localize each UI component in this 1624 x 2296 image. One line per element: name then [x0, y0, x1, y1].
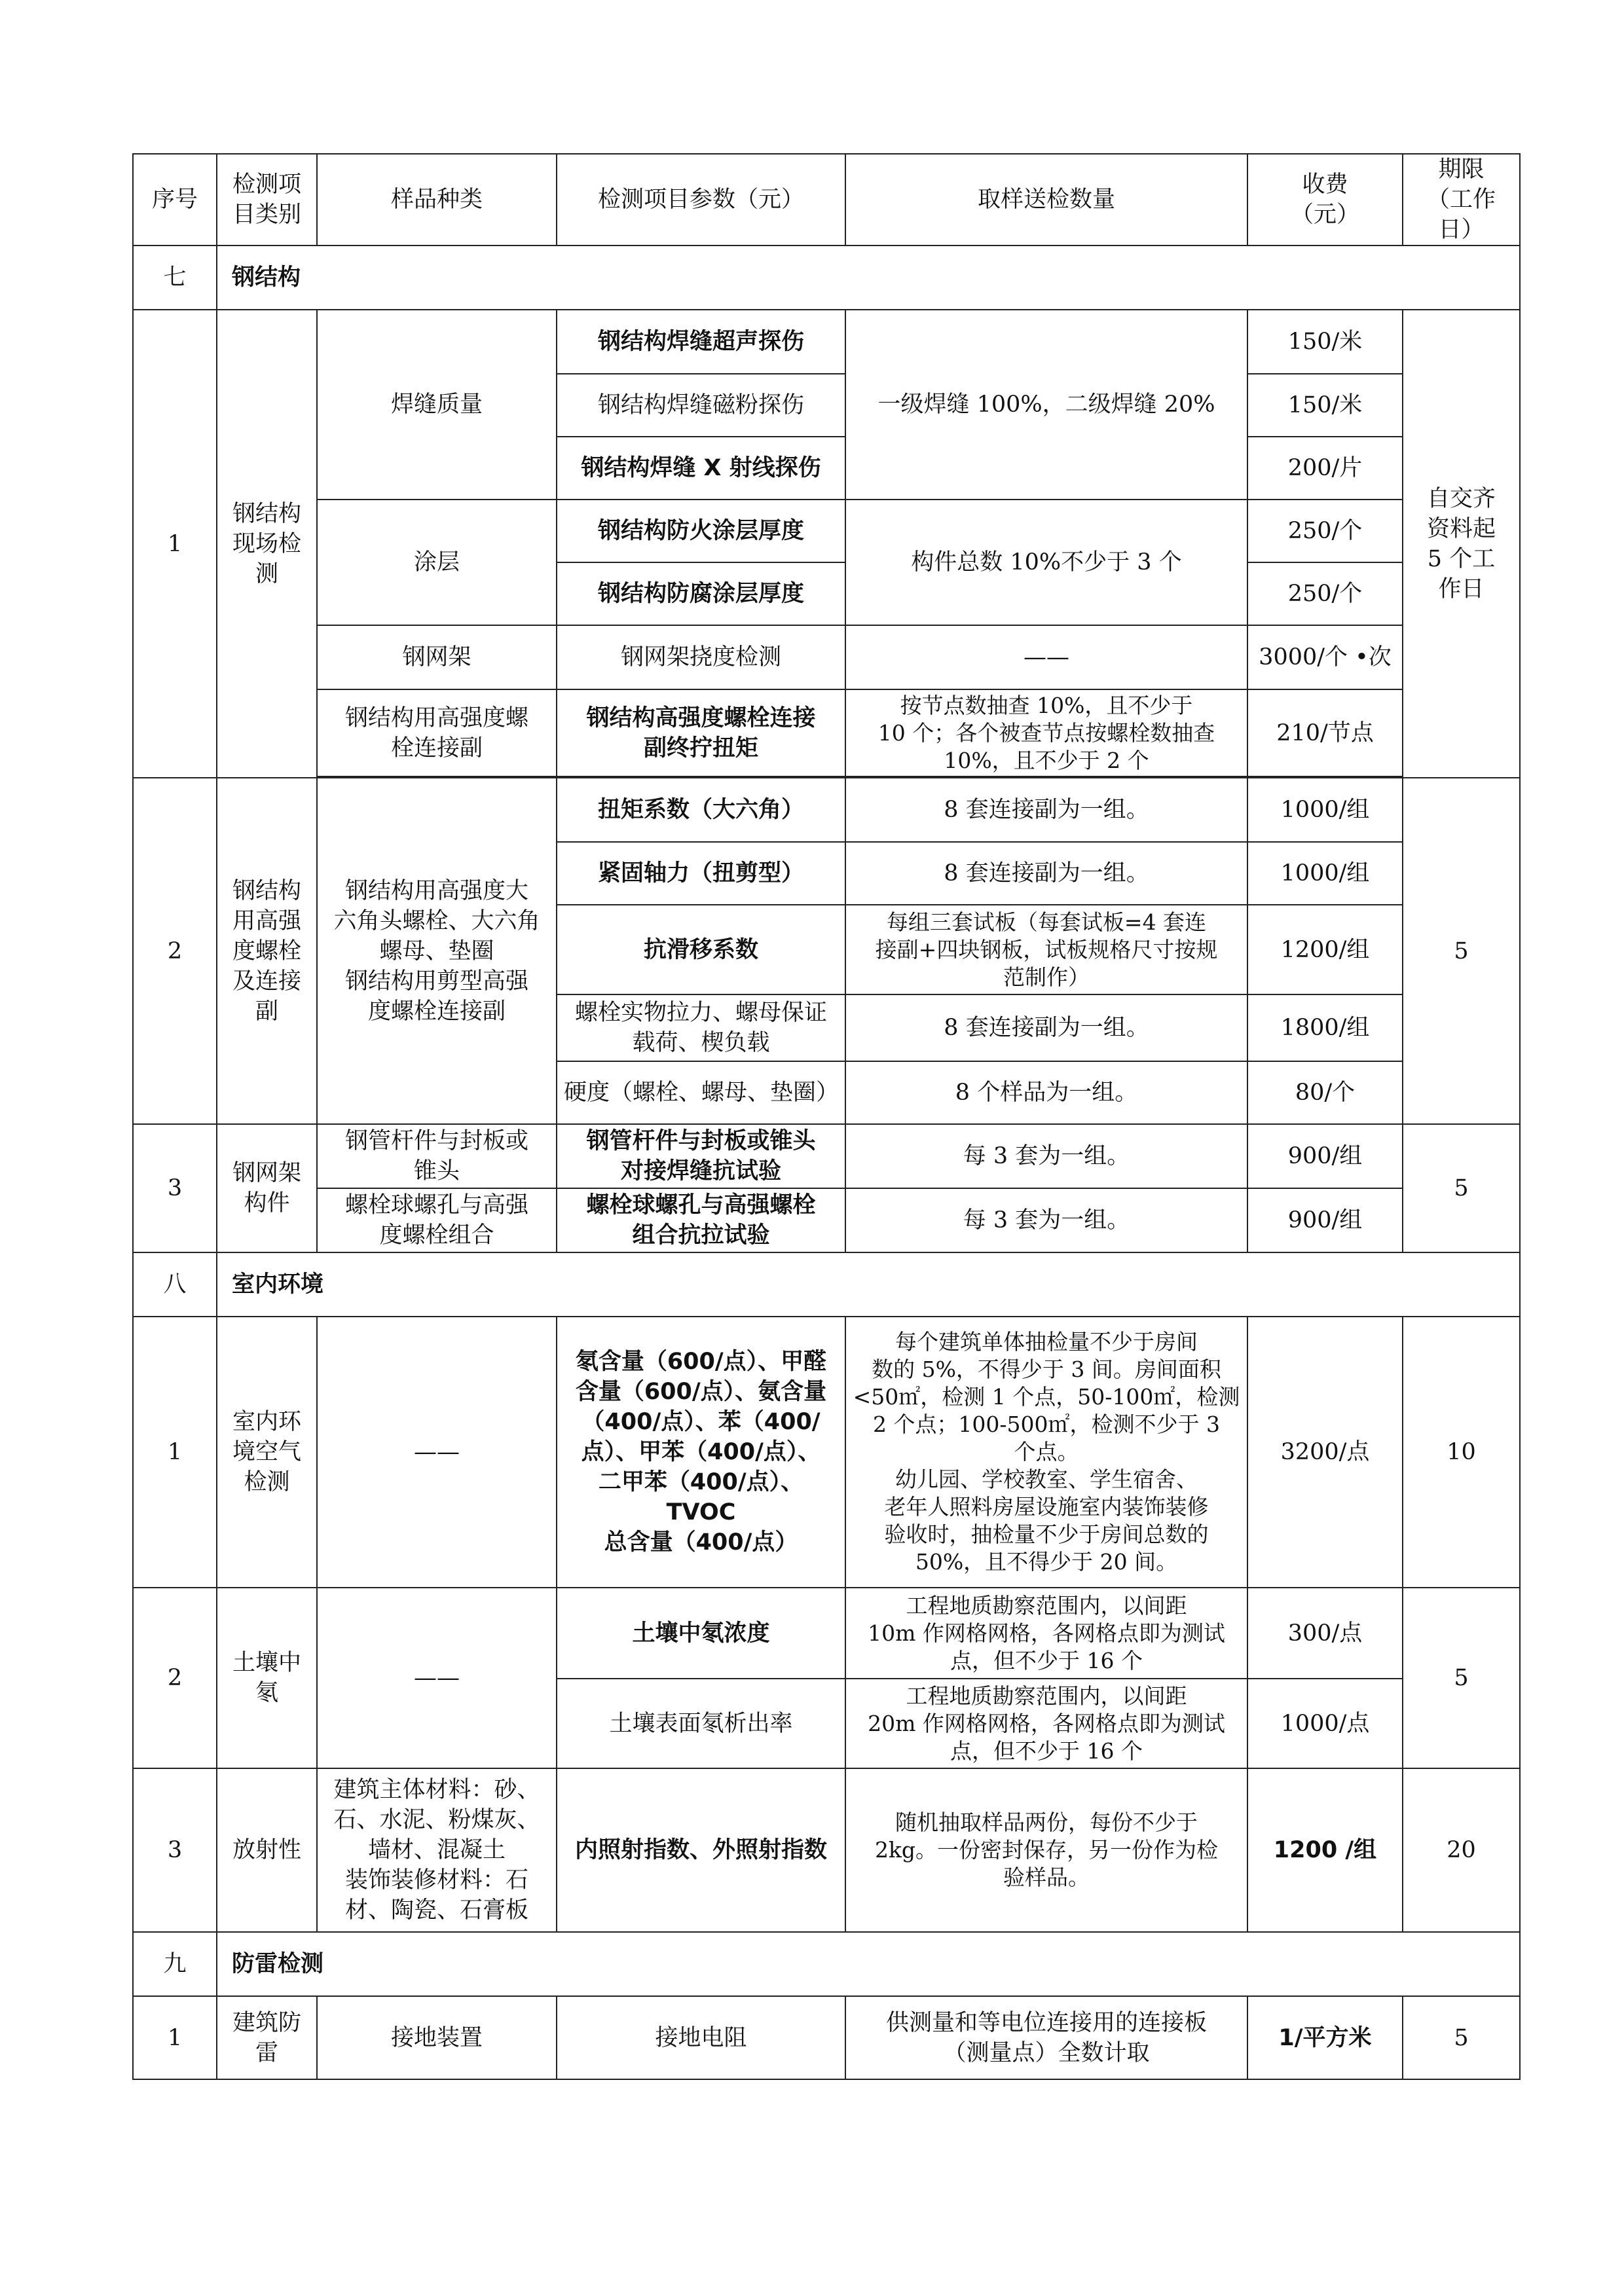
param-cell: 接地电阻: [557, 1996, 845, 2079]
header-quantity: 取样送检数量: [845, 154, 1247, 246]
category-cell: 钢结构 现场检 测: [217, 310, 317, 778]
section-title: 防雷检测: [217, 1932, 1520, 1996]
table-row: [133, 500, 1520, 562]
param-cell: 氡含量（600/点）、甲醛 含量（600/点）、氨含量 （400/点）、苯（400/ 点）、甲苯（400/点）、 二甲苯（400/点）、TVOC 总含量（400/点）: [557, 1317, 845, 1588]
param-cell: 钢管杆件与封板或锥头 对接焊缝抗试验: [557, 1124, 845, 1188]
section-row-indoor: [133, 1252, 1520, 1317]
param-cell: 抗滑移系数: [557, 905, 845, 994]
param-cell: 钢结构焊缝超声探伤: [557, 310, 845, 374]
param-cell: 钢网架挠度检测: [557, 625, 845, 689]
param-cell: 螺栓实物拉力、螺母保证 载荷、楔负载: [557, 994, 845, 1061]
quantity-cell: 8 套连接副为一组。: [845, 778, 1247, 842]
fee-cell: 1200/组: [1247, 905, 1403, 994]
sample-cell: ——: [317, 1317, 557, 1588]
quantity-cell: 工程地质勘察范围内，以间距 20m 作网格网格，各网格点即为测试 点，但不少于 16 个: [845, 1679, 1247, 1768]
fee-cell: 200/片: [1247, 437, 1403, 500]
fee-schedule-table: [132, 153, 1521, 2080]
param-cell: 钢结构防火涂层厚度: [557, 500, 845, 562]
table-row: [133, 1124, 1520, 1188]
section-title: 钢结构: [217, 246, 1520, 310]
quantity-cell: 8 套连接副为一组。: [845, 994, 1247, 1061]
quantity-cell: 每 3 套为一组。: [845, 1188, 1247, 1252]
fee-cell: 250/个: [1247, 562, 1403, 625]
fee-cell: 900/组: [1247, 1188, 1403, 1252]
section-title: 室内环境: [217, 1252, 1520, 1317]
category-cell: 放射性: [217, 1768, 317, 1932]
row-number: 3: [133, 1768, 217, 1932]
table-row: [133, 1588, 1520, 1679]
param-cell: 土壤表面氡析出率: [557, 1679, 845, 1768]
param-cell: 钢结构防腐涂层厚度: [557, 562, 845, 625]
fee-cell: 900/组: [1247, 1124, 1403, 1188]
quantity-cell: 一级焊缝 100%，二级焊缝 20%: [845, 310, 1247, 500]
fee-cell: 3000/个 •次: [1247, 625, 1403, 689]
table-row: [133, 778, 1520, 842]
quantity-cell: 随机抽取样品两份，每份不少于 2kg。一份密封保存，另一份作为检 验样品。: [845, 1768, 1247, 1932]
sample-cell: 涂层: [317, 500, 557, 625]
header-category: 检测项 目类别: [217, 154, 317, 246]
period-cell: 20: [1403, 1768, 1520, 1932]
fee-schedule-sheet: [132, 153, 1519, 2080]
quantity-cell: 8 个样品为一组。: [845, 1061, 1247, 1124]
header-no: 序号: [133, 154, 217, 246]
table-row: [133, 1188, 1520, 1252]
quantity-cell: 每个建筑单体抽检量不少于房间 数的 5%，不得少于 3 间。房间面积 <50㎡，检测 1 个点，50-100㎡，检测 2 个点；100-500㎡，检测不少于 3 个点。 幼儿园、学校教室、学生宿舍、 老年人照料房屋设施室内装饰装修 验收时，抽检量不少于房间总数的 50%，且不得少于 20 间。: [845, 1317, 1247, 1588]
param-cell: 紧固轴力（扭剪型）: [557, 842, 845, 905]
fee-cell: 1000/组: [1247, 778, 1403, 842]
row-number: 1: [133, 1996, 217, 2079]
param-cell: 钢结构焊缝 X 射线探伤: [557, 437, 845, 500]
quantity-cell: 按节点数抽查 10%，且不少于 10 个；各个被查节点按螺栓数抽查 10%，且不少于 2 个: [845, 689, 1247, 776]
section-row-lightning: [133, 1932, 1520, 1996]
table-header-row: [133, 154, 1520, 246]
period-cell: 10: [1403, 1317, 1520, 1588]
param-cell: 扭矩系数（大六角）: [557, 778, 845, 842]
fee-cell: 150/米: [1247, 374, 1403, 437]
sample-cell: 钢结构用高强度螺 栓连接副: [317, 689, 557, 776]
fee-cell: 250/个: [1247, 500, 1403, 562]
fee-cell: 150/米: [1247, 310, 1403, 374]
sample-cell: 钢网架: [317, 625, 557, 689]
period-cell: 5: [1403, 1588, 1520, 1768]
param-cell: 钢结构高强度螺栓连接 副终拧扭矩: [557, 689, 845, 776]
period-cell: 5: [1403, 778, 1520, 1124]
category-cell: 钢网架 构件: [217, 1124, 317, 1252]
sample-cell: ——: [317, 1588, 557, 1768]
fee-cell: 1/平方米: [1247, 1996, 1403, 2079]
row-number: 3: [133, 1124, 217, 1252]
table-row: [133, 310, 1520, 374]
quantity-cell: 工程地质勘察范围内，以间距 10m 作网格网格，各网格点即为测试 点，但不少于 16 个: [845, 1588, 1247, 1679]
param-cell: 螺栓球螺孔与高强螺栓 组合抗拉试验: [557, 1188, 845, 1252]
quantity-cell: 构件总数 10%不少于 3 个: [845, 500, 1247, 625]
category-cell: 室内环 境空气 检测: [217, 1317, 317, 1588]
fee-cell: 80/个: [1247, 1061, 1403, 1124]
quantity-cell: 每 3 套为一组。: [845, 1124, 1247, 1188]
table-row: [133, 1996, 1520, 2079]
param-cell: 钢结构焊缝磁粉探伤: [557, 374, 845, 437]
fee-cell: 1000/点: [1247, 1679, 1403, 1768]
sample-cell: 建筑主体材料：砂、 石、水泥、粉煤灰、 墙材、混凝土 装饰装修材料：石 材、陶瓷、石膏板: [317, 1768, 557, 1932]
quantity-cell: 每组三套试板（每套试板=4 套连 接副+四块钢板，试板规格尺寸按规 范制作）: [845, 905, 1247, 994]
sample-cell: 螺栓球螺孔与高强 度螺栓组合: [317, 1188, 557, 1252]
fee-cell: 300/点: [1247, 1588, 1403, 1679]
table-row: [133, 625, 1520, 689]
param-cell: 硬度（螺栓、螺母、垫圈）: [557, 1061, 845, 1124]
period-cell: 自交齐 资料起 5 个工 作日: [1403, 310, 1520, 778]
table-row: [133, 689, 1520, 776]
sample-cell: 接地装置: [317, 1996, 557, 2079]
table-row: [133, 1317, 1520, 1588]
fee-cell: 1200 /组: [1247, 1768, 1403, 1932]
section-row-steel: [133, 246, 1520, 310]
param-cell: 土壤中氡浓度: [557, 1588, 845, 1679]
category-cell: 土壤中 氡: [217, 1588, 317, 1768]
sample-cell: 焊缝质量: [317, 310, 557, 500]
header-sample: 样品种类: [317, 154, 557, 246]
fee-cell: 3200/点: [1247, 1317, 1403, 1588]
row-number: 1: [133, 1317, 217, 1588]
section-number: 八: [133, 1252, 217, 1317]
period-cell: 5: [1403, 1124, 1520, 1252]
sample-cell: 钢结构用高强度大 六角头螺栓、大六角 螺母、垫圈 钢结构用剪型高强 度螺栓连接副: [317, 778, 557, 1124]
row-number: 2: [133, 778, 217, 1124]
fee-cell: 210/节点: [1247, 689, 1403, 776]
period-cell: 5: [1403, 1996, 1520, 2079]
section-number: 七: [133, 246, 217, 310]
row-number: 2: [133, 1588, 217, 1768]
header-param: 检测项目参数（元）: [557, 154, 845, 246]
header-period: 期限 （工作日）: [1403, 154, 1520, 246]
quantity-cell: 8 套连接副为一组。: [845, 842, 1247, 905]
quantity-cell: ——: [845, 625, 1247, 689]
quantity-cell: 供测量和等电位连接用的连接板 （测量点）全数计取: [845, 1996, 1247, 2079]
sample-cell: 钢管杆件与封板或 锥头: [317, 1124, 557, 1188]
header-fee: 收费 （元）: [1247, 154, 1403, 246]
table-row: [133, 1768, 1520, 1932]
section-number: 九: [133, 1932, 217, 1996]
row-number: 1: [133, 310, 217, 778]
fee-cell: 1000/组: [1247, 842, 1403, 905]
category-cell: 钢结构 用高强 度螺栓 及连接 副: [217, 778, 317, 1124]
param-cell: 内照射指数、外照射指数: [557, 1768, 845, 1932]
category-cell: 建筑防 雷: [217, 1996, 317, 2079]
fee-cell: 1800/组: [1247, 994, 1403, 1061]
